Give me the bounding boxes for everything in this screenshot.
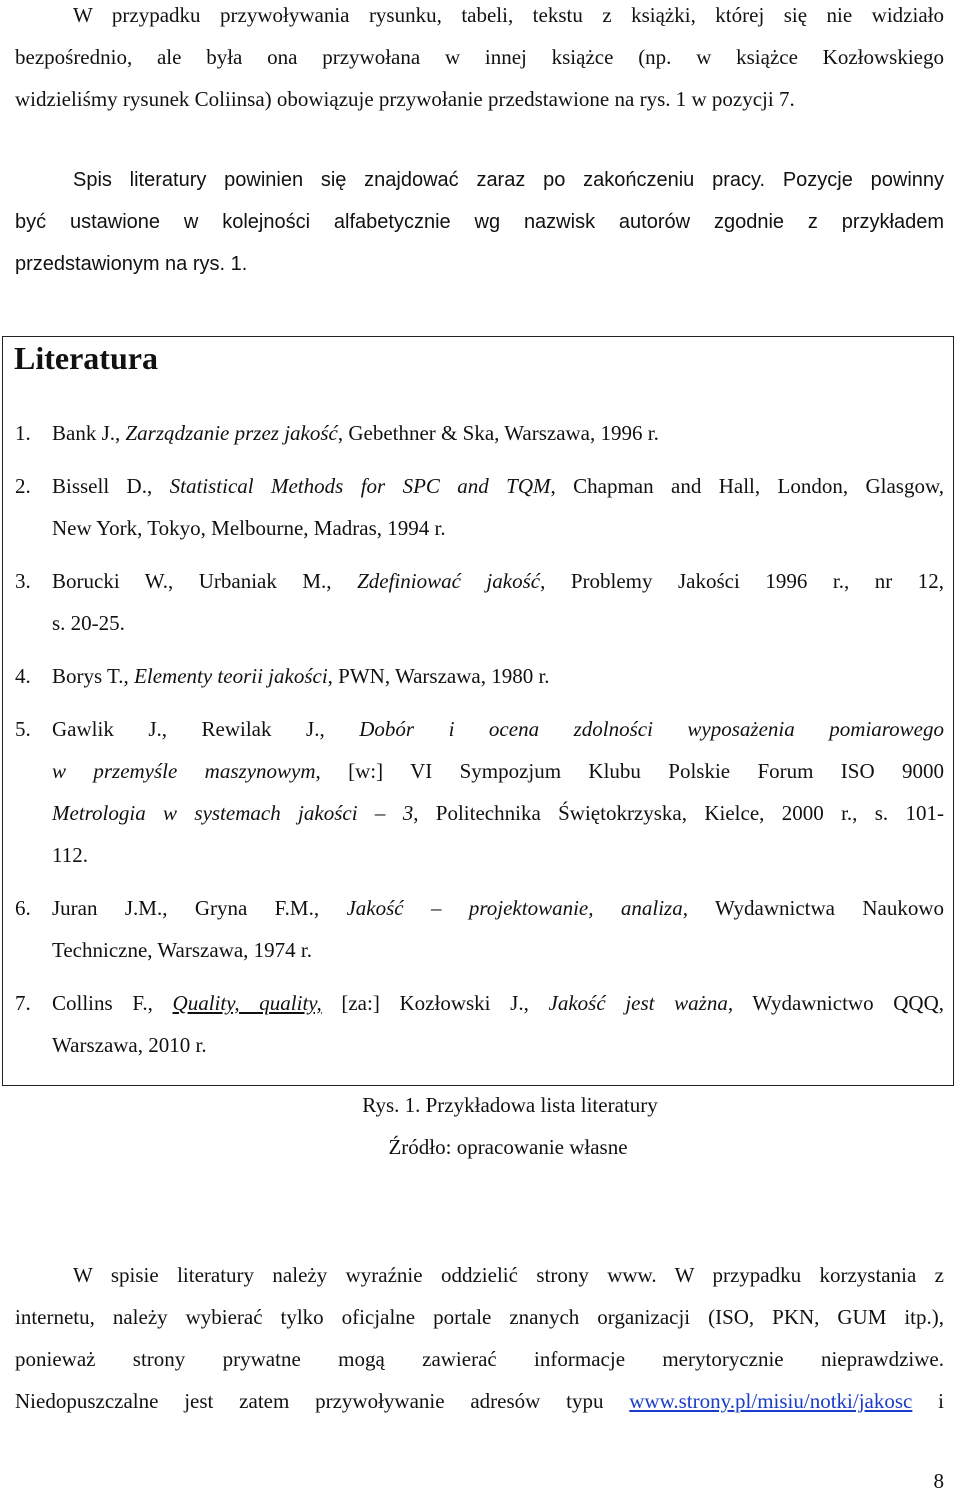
italic-title-segment: Elementy teorii jakości [134, 664, 328, 688]
intro-paragraph-2 [15, 158, 944, 285]
reference-number: 6. [15, 896, 31, 920]
reference-item [15, 560, 944, 644]
reference-text [52, 465, 944, 549]
reference-item [15, 708, 944, 876]
italic-title-segment: Jakość jest ważna, [548, 991, 734, 1015]
reference-number: 5. [15, 717, 31, 741]
reference-number: 1. [15, 421, 31, 445]
reference-line [52, 412, 944, 454]
text-segment: s. 20-25. [52, 611, 125, 635]
text-segment: Wydawnictwo QQQ, [733, 991, 945, 1015]
figure-caption: Rys. 1. Przykładowa lista literatury [362, 1093, 658, 1117]
reference-line [52, 507, 944, 549]
outro-paragraph [15, 1254, 944, 1422]
reference-item [15, 887, 944, 971]
text-line: być ustawione w kolejności alfabetycznie wg nazwisk autorów zgodnie z przykładem [15, 211, 944, 233]
reference-line [52, 1024, 944, 1066]
reference-number: 7. [15, 991, 31, 1015]
text-line: bezpośrednio, ale była ona przywołana w innej książce (np. w książce Kozłowskiego [15, 45, 944, 69]
sans-text-segment: Spis literatury powinien się znajdować zaraz po zakończeniu pracy. [73, 169, 766, 191]
reference-line [52, 655, 944, 697]
reference-line [52, 708, 944, 750]
text-segment: Bissell D., [52, 474, 170, 498]
intro-paragraph-1 [15, 0, 944, 120]
reference-line [52, 602, 944, 644]
text-segment: Juran J.M., Gryna F.M., [52, 896, 347, 920]
reference-line [52, 929, 944, 971]
page-number: 8 [933, 1469, 944, 1493]
text-segment: , Chapman and Hall, London, Glasgow, [550, 474, 944, 498]
reference-line [52, 982, 944, 1024]
text-segment: Borucki W., Urbaniak M., [52, 569, 358, 593]
italic-title-segment: Jakość – projektowanie, analiza [346, 896, 683, 920]
italic-title-segment: Zarządzanie przez jakość [125, 421, 338, 445]
reference-item [15, 465, 944, 549]
reference-line [52, 560, 944, 602]
text-segment: Bank J., [52, 421, 126, 445]
text-line: W przypadku przywoływania rysunku, tabeli, tekstu z książki, której się nie widziało [73, 3, 944, 27]
text-line: ponieważ strony prywatne mogą zawierać informacje merytorycznie nieprawdziwe. [15, 1347, 944, 1371]
italic-title-segment: Zdefiniować jakość [357, 569, 541, 593]
reference-text [52, 982, 944, 1066]
text-segment: , Gebethner & Ska, Warszawa, 1996 r. [337, 421, 659, 445]
text-line: przedstawionym na rys. 1. [15, 253, 248, 275]
text-segment: , Wydawnictwa Naukowo [682, 896, 944, 920]
text-line: widzieliśmy rysunek Coliinsa) obowiązuje przywołanie przedstawione na rys. 1 w pozycji 7. [15, 87, 795, 111]
italic-title-segment: Statistical Methods for SPC and TQM [169, 474, 551, 498]
text-segment: , Politechnika Świętokrzyska, Kielce, 2000 r., s. 101- [413, 801, 944, 825]
reference-line [52, 792, 944, 834]
text-segment: [za:] Kozłowski J., [321, 991, 549, 1015]
text-segment: Techniczne, Warszawa, 1974 r. [52, 938, 313, 962]
reference-line [52, 750, 944, 792]
sans-text-segment: Pozycje powinny [765, 169, 945, 191]
text-segment: i [912, 1389, 944, 1413]
text-line [15, 158, 944, 201]
italic-title-segment: Dobór i ocena zdolności wyposażenia pomiarowego [359, 717, 944, 741]
italic-title-segment: w przemyśle maszynowym [52, 759, 316, 783]
url-link[interactable]: www.strony.pl/misiu/notki/jakosc [629, 1389, 913, 1413]
text-segment: Niedopuszczalne jest zatem przywoływanie adresów typu [15, 1389, 630, 1413]
text-segment: , Problemy Jakości 1996 r., nr 12, [540, 569, 944, 593]
text-segment: New York, Tokyo, Melbourne, Madras, 1994 r. [52, 516, 446, 540]
text-segment: , PWN, Warszawa, 1980 r. [327, 664, 550, 688]
reference-line [52, 465, 944, 507]
figure-title: Literatura [14, 340, 158, 376]
text-segment: Gawlik J., Rewilak J., [52, 717, 360, 741]
text-line: internetu, należy wybierać tylko oficjalne portale znanych organizacji (ISO, PKN, GUM itp.), [15, 1305, 944, 1329]
reference-text [52, 887, 944, 971]
reference-item [15, 412, 944, 454]
reference-text [52, 412, 944, 454]
reference-line [52, 887, 944, 929]
figure-source: Źródło: opracowanie własne [388, 1135, 628, 1159]
text-line [15, 1380, 944, 1422]
text-line: W spisie literatury należy wyraźnie oddzielić strony www. W przypadku korzystania z [73, 1263, 944, 1287]
reference-text [52, 708, 944, 876]
reference-item [15, 655, 944, 697]
reference-text [52, 655, 944, 697]
text-segment: , [w:] VI Sympozjum Klubu Polskie Forum ISO 9000 [315, 759, 944, 783]
italic-title-segment: Metrologia w systemach jakości – 3 [52, 801, 414, 825]
text-segment: 112. [52, 843, 88, 867]
reference-text [52, 560, 944, 644]
reference-item [15, 982, 944, 1066]
text-segment: Borys T., [52, 664, 135, 688]
text-segment: Warszawa, 2010 r. [52, 1033, 207, 1057]
reference-line [52, 834, 944, 876]
reference-number: 4. [15, 664, 31, 688]
reference-number: 3. [15, 569, 31, 593]
italic-title-segment: Quality, quality, [172, 991, 322, 1015]
reference-list [15, 412, 944, 1077]
text-segment: Collins F., [52, 991, 173, 1015]
reference-number: 2. [15, 474, 31, 498]
